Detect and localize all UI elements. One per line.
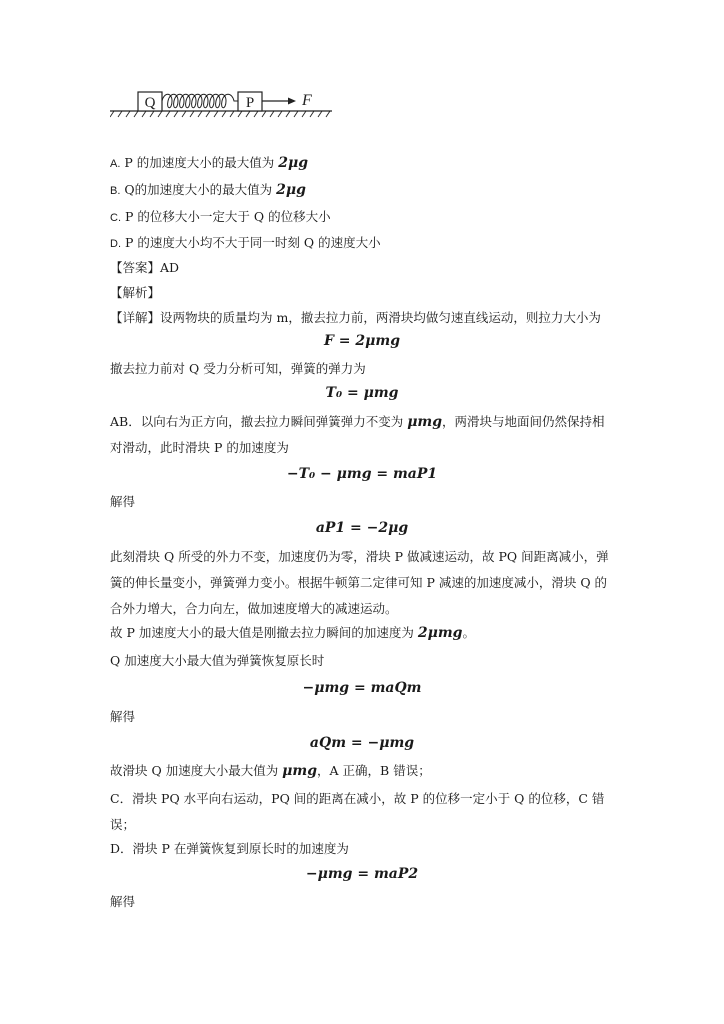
text-line: 撤去拉力前对 Q 受力分析可知，弹簧的弹力为 (110, 361, 366, 376)
option-letter: A. (110, 158, 121, 170)
text-line: D．滑块 P 在弹簧恢复到原长时的加速度为 (110, 841, 349, 856)
text-span: 。 (462, 625, 475, 640)
answer-line: 【答案】AD (110, 260, 180, 275)
text-line: 解得 (110, 709, 136, 724)
text-line: C．滑块 PQ 水平向右运动，PQ 间的距离在减小，故 P 的位移一定小于 Q 的位移，C 错 (110, 791, 605, 806)
text-line: 对滑动，此时滑块 P 的加速度为 (110, 440, 289, 455)
text-line: 此刻滑块 Q 所受的外力不变，加速度仍为零，滑块 P 做减速运动，故 PQ 间距离减小，弹 (110, 549, 609, 564)
analysis-heading: 【解析】 (110, 285, 161, 300)
block-q-label: Q (144, 95, 156, 111)
option-text: P 的加速度大小的最大值为 (124, 155, 279, 170)
text-line: 解得 (110, 494, 136, 509)
text-span: AB．以向右为正方向，撤去拉力瞬间弹簧弹力不变为 (110, 414, 408, 429)
text-line-mixed (110, 624, 475, 642)
equation: F = 2μmg (323, 333, 400, 349)
option-value: 2μg (276, 182, 306, 198)
text-line: Q 加速度大小最大值为弹簧恢复原长时 (110, 653, 325, 668)
math-span: 2μmg (417, 625, 463, 641)
math-span: μmg (407, 414, 443, 430)
option-text: Q的加速度大小的最大值为 (124, 182, 277, 197)
equation: aP1 = −2μg (315, 520, 409, 536)
option-text: P 的速度大小均不大于同一时刻 Q 的速度大小 (124, 235, 381, 250)
option-text: P 的位移大小一定大于 Q 的位移大小 (124, 209, 331, 224)
text-span: 故滑块 Q 加速度大小最大值为 (110, 763, 283, 778)
text-span: 故 P 加速度大小的最大值是刚撤去拉力瞬间的加速度为 (110, 625, 418, 640)
option-letter: D. (110, 238, 121, 250)
text-line-mixed (110, 413, 605, 431)
force-arrowhead (288, 98, 296, 105)
spring (162, 94, 238, 108)
text-span: ，两滑块与地面间仍然保持相 (442, 414, 605, 429)
option-value: 2μg (278, 155, 309, 171)
option-c (110, 208, 331, 227)
math-span: μmg (282, 763, 318, 779)
equation: T₀ = μmg (325, 385, 399, 401)
text-line: 解得 (110, 894, 136, 909)
text-line: 簧的伸长量变小，弹簧弹力变小。根据牛顿第二定律可知 P 减速的加速度减小，滑块 Q 的 (110, 575, 608, 590)
equation: −μmg = maQm (302, 680, 422, 696)
option-letter: C. (110, 212, 121, 224)
option-a (110, 154, 308, 173)
equation: −T₀ − μmg = maP1 (286, 466, 438, 482)
text-span: ，A 正确，B 错误； (317, 763, 431, 778)
option-letter: B. (110, 185, 121, 197)
block-p-label: P (245, 95, 255, 111)
force-label: F (302, 92, 312, 109)
text-line: 【详解】设两物块的质量均为 m，撤去拉力前，两滑块均做匀速直线运动，则拉力大小为 (110, 310, 601, 325)
equation: −μmg = maP2 (305, 866, 419, 882)
ground-hatching (110, 111, 330, 117)
option-b (110, 181, 306, 200)
spring-blocks-diagram (110, 84, 340, 124)
text-line-mixed (110, 762, 431, 780)
option-d (110, 234, 381, 253)
text-line: 合外力增大，合力向左，做加速度增大的减速运动。 (110, 601, 398, 616)
equation: aQm = −μmg (309, 735, 415, 751)
text-line: 误； (110, 817, 136, 832)
